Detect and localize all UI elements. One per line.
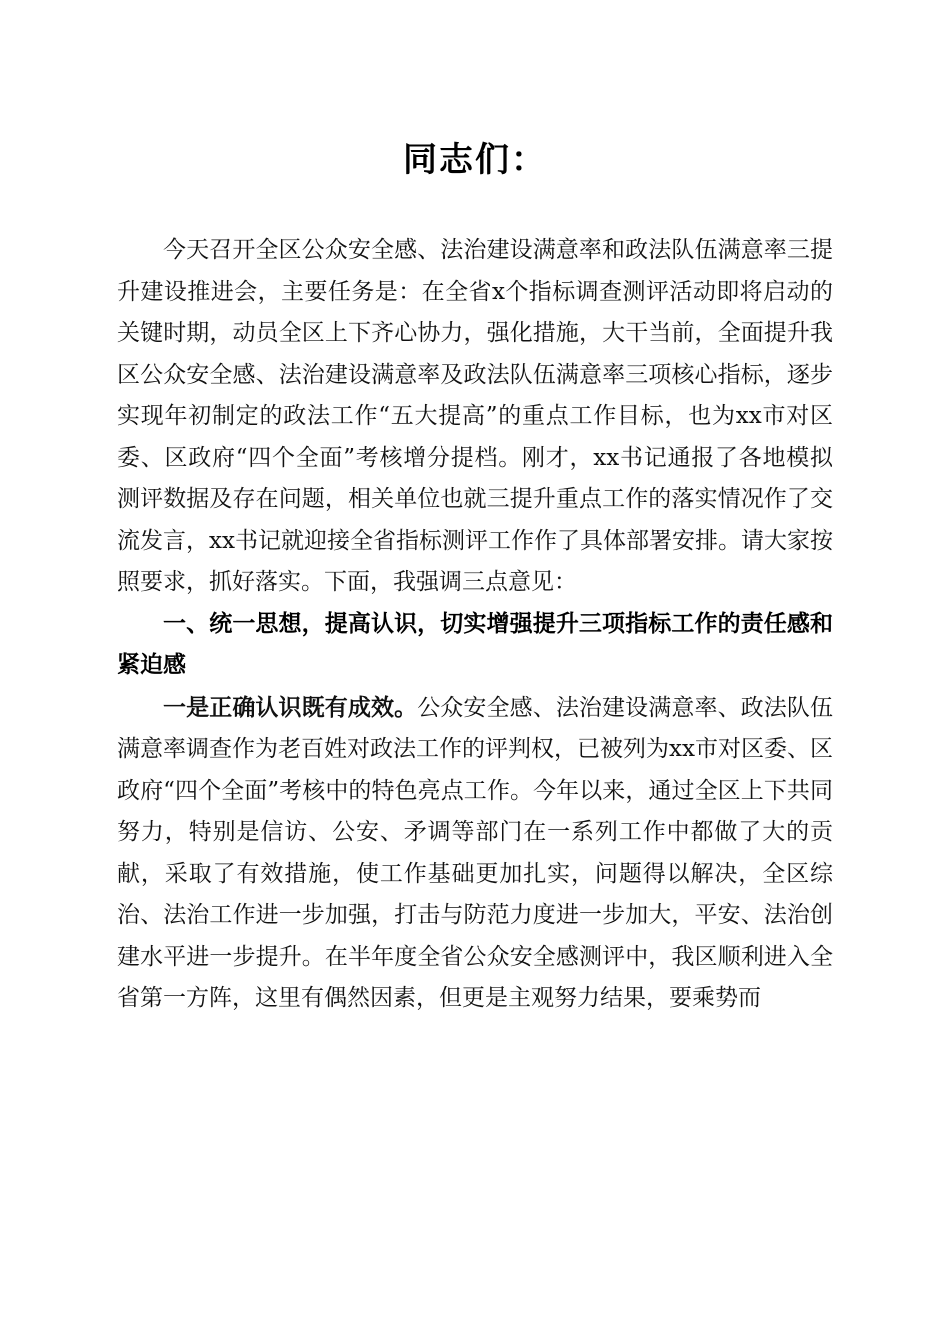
salutation-title: 同志们：	[403, 140, 547, 180]
document-body	[117, 230, 833, 1020]
section-heading-1: 一、统一思想，提高认识，切实增强提升三项指标工作的责任感和紧迫感	[117, 610, 833, 678]
paragraph-2	[117, 687, 833, 1020]
paragraph-2-lead: 一是正确认识既有成效。	[163, 693, 418, 721]
opening-paragraph: 今天召开全区公众安全感、法治建设满意率和政法队伍满意率三提升建设推进会，主要任务是：在全省x个指标调查测评活动即将启动的关键时期，动员全区上下齐心协力，强化措施，大干当前，全面提升我区公众安全感、法治建设满意率及政法队伍满意率三项核心指标，逐步实现年初制定的政法工作“五大提高”的重点工作目标，也为xx市对区委、区政府“四个全面”考核增分提档。刚才，xx书记通报了各地模拟测评数据及存在问题，相关单位也就三提升重点工作的落实情况作了交流发言，xx书记就迎接全省指标测评工作作了具体部署安排。请大家按照要求，抓好落实。下面，我强调三点意见：	[117, 237, 833, 595]
paragraph-2-body: 公众安全感、法治建设满意率、政法队伍满意率调查作为老百姓对政法工作的评判权，已被列为xx市对区委、区政府“四个全面”考核中的特色亮点工作。今年以来，通过全区上下共同努力，特别是信访、公安、矛调等部门在一系列工作中都做了大的贡献，采取了有效措施，使工作基础更加扎实，问题得以解决，全区综治、法治工作进一步加强，打击与防范力度进一步加大，平安、法治创建水平进一步提升。在半年度全省公众安全感测评中，我区顺利进入全省第一方阵，这里有偶然因素，但更是主观努力结果，要乘势而	[117, 694, 834, 1011]
